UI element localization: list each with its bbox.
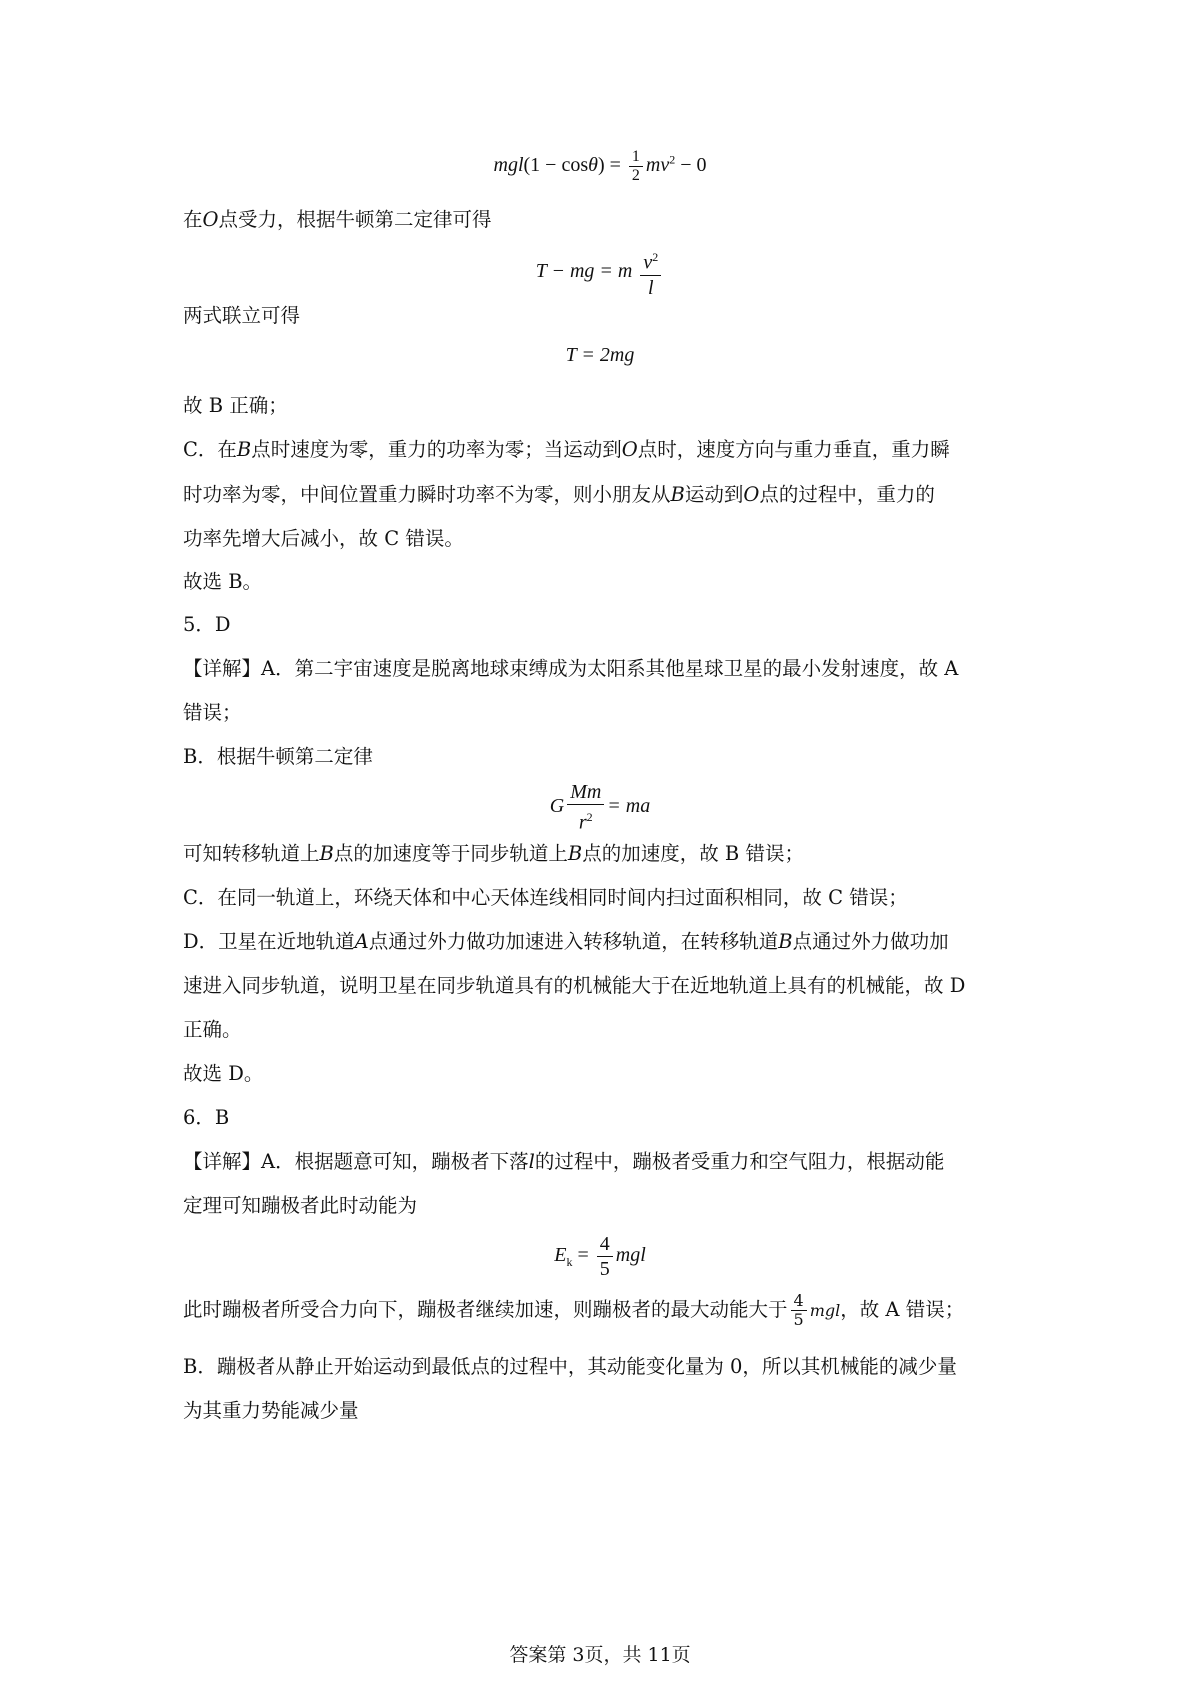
paragraph-line: 两式联立可得 bbox=[183, 304, 301, 327]
eq2-fraction: $\frac{v^2}{l}$ bbox=[640, 245, 661, 300]
question-answer-heading: 6．B bbox=[183, 1106, 230, 1129]
eq1-paren: (1 − cos bbox=[523, 154, 589, 177]
equation-newton-second-law: T − mg = m $\frac{v^2}{l}$ bbox=[0, 245, 1200, 300]
paragraph-line: 【详解】A．根据题意可知，蹦极者下落l的过程中，蹦极者受重力和空气阻力，根据动能 bbox=[183, 1150, 945, 1173]
paragraph-line: 此时蹦极者所受合力向下，蹦极者继续加速，则蹦极者的最大动能大于 $\frac{4}{5}$ mgl，故 A 错误； bbox=[183, 1291, 965, 1329]
paragraph-line: 为其重力势能减少量 bbox=[183, 1399, 359, 1422]
paragraph-line: 【详解】A．第二宇宙速度是脱离地球束缚成为太阳系其他星球卫星的最小发射速度，故 A bbox=[183, 657, 959, 680]
paragraph-line: 速进入同步轨道，说明卫星在同步轨道具有的机械能大于在近地轨道上具有的机械能，故 D bbox=[183, 974, 966, 997]
equation-kinetic-energy: $E_k$ = $\frac{4}{5}$ mgl bbox=[554, 1233, 646, 1280]
paragraph-line: 错误； bbox=[183, 701, 242, 724]
eq1-left: mgl bbox=[493, 154, 524, 177]
equation-tension: T = 2mg bbox=[565, 344, 635, 366]
paragraph-line: 可知转移轨道上B点的加速度等于同步轨道上B点的加速度，故 B 错误； bbox=[183, 842, 804, 865]
eq1-theta: θ bbox=[588, 154, 598, 177]
paragraph-line: 时功率为零，中间位置重力瞬时功率不为零，则小朋友从B运动到O点的过程中，重力的 bbox=[183, 483, 935, 506]
paragraph-line: 定理可知蹦极者此时动能为 bbox=[183, 1194, 418, 1217]
paragraph-line: 在O点受力，根据牛顿第二定律可得 bbox=[183, 208, 492, 231]
equation-gravitation: G $\frac{Mm}{r^2}$ = ma bbox=[549, 781, 651, 834]
paragraph-line: D．卫星在近地轨道A点通过外力做功加速进入转移轨道，在转移轨道B点通过外力做功加 bbox=[183, 930, 949, 953]
paragraph-line: C．在B点时速度为零，重力的功率为零；当运动到O点时，速度方向与重力垂直，重力瞬 bbox=[183, 438, 950, 461]
eq4-fraction: $\frac{Mm}{r^2}$ bbox=[567, 780, 604, 835]
eq1-fraction: $\frac{1}{2}$ bbox=[629, 148, 643, 185]
paragraph-line: C．在同一轨道上，环绕天体和中心天体连线相同时间内扫过面积相同，故 C 错误； bbox=[183, 886, 908, 909]
eq1-close: ) = bbox=[597, 154, 621, 177]
page-footer: 答案第 3页，共 11页 bbox=[509, 1644, 691, 1666]
paragraph-line: 故 B 正确； bbox=[183, 394, 288, 417]
paragraph-line: 故选 B。 bbox=[183, 570, 263, 593]
inline-fraction: $\frac{4}{5}$ bbox=[791, 1292, 807, 1329]
paragraph-line: B．根据牛顿第二定律 bbox=[183, 745, 373, 768]
paragraph-line: 功率先增大后减小，故 C 错误。 bbox=[183, 527, 464, 550]
paragraph-line: 正确。 bbox=[183, 1018, 242, 1041]
paragraph-line: B．蹦极者从静止开始运动到最低点的过程中，其动能变化量为 0，所以其机械能的减少量 bbox=[183, 1355, 957, 1378]
paragraph-line: 故选 D。 bbox=[183, 1062, 264, 1085]
question-answer-heading: 5．D bbox=[183, 613, 231, 636]
eq5-fraction: $\frac{4}{5}$ bbox=[597, 1232, 613, 1281]
equation-energy-conservation: mgl(1 − cosθ) = $\frac{1}{2}$ $mv^2 - 0$ bbox=[493, 148, 707, 184]
eq1-right: mv bbox=[645, 154, 670, 177]
